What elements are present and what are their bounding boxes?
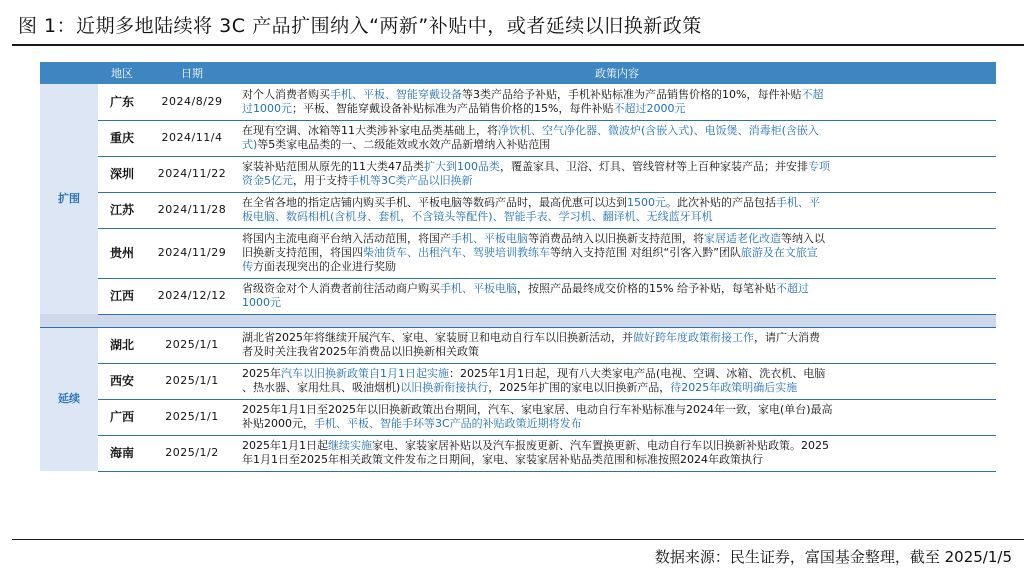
policy-text: 旧换新支持范围，将国四 xyxy=(242,246,363,259)
policy-line xyxy=(242,160,992,174)
policy-line xyxy=(242,403,992,417)
date-cell: 2025/1/1 xyxy=(146,399,238,435)
policy-text: 将国内主流电商平台纳入活动范围，将国产 xyxy=(242,232,451,245)
policy-cell xyxy=(238,120,996,156)
policy-highlight: 做好跨年度政策衔接工作 xyxy=(633,331,754,344)
policy-text: 在全省各地的指定店铺内购买手机、平板电脑等数码产品时，最高优惠可以达到 xyxy=(242,196,627,209)
policy-text: 、热水器、家用灶具、吸油烟机) xyxy=(242,381,401,394)
policy-text: ；平板、智能穿戴设备补贴标准为产品销售价格的15%，每件补贴 xyxy=(292,101,614,115)
policy-text: 等3类产品给予补贴，手机补贴标准为产品销售价格的10%，每件补贴 xyxy=(462,87,802,101)
policy-highlight: 汽车以旧换新政策自1月1日起实施 xyxy=(281,367,449,380)
policy-line xyxy=(242,232,992,246)
policy-highlight: 传 xyxy=(242,260,253,273)
table-row xyxy=(40,84,996,120)
policy-cell xyxy=(238,228,996,278)
policy-line xyxy=(242,345,992,359)
region-cell: 湖北 xyxy=(98,327,146,363)
source-note: 数据来源：民生证券，富国基金整理，截至 2025/1/5 xyxy=(654,548,1012,566)
table-row xyxy=(40,363,996,399)
policy-table-container xyxy=(40,62,996,472)
date-cell: 2024/8/29 xyxy=(146,84,238,120)
policy-highlight: 板电脑、数码相机(含机身、套机，不含镜头等配件)、智能手表、学习机、翻译机、无线蓝牙耳机 xyxy=(242,210,713,223)
policy-text: 者及时关注我省2025年消费品以旧换新相关政策 xyxy=(242,345,479,358)
policy-highlight: 不超 xyxy=(801,87,824,101)
policy-text: 2025年1月1日起 xyxy=(242,439,328,452)
policy-highlight: 待2025年政策明确后实施 xyxy=(670,381,798,394)
policy-line xyxy=(242,367,992,381)
policy-highlight: 1500元 xyxy=(627,196,666,209)
policy-highlight: 资金5亿元 xyxy=(242,174,293,187)
policy-line xyxy=(242,88,992,102)
policy-line xyxy=(242,296,992,310)
policy-text: 方面表现突出的企业进行奖励 xyxy=(253,260,396,273)
policy-highlight: 过1000元 xyxy=(242,101,292,115)
table-row xyxy=(40,435,996,471)
policy-highlight: 手机、平板、智能手环等3C产品的补贴政策近期将发布 xyxy=(314,417,582,430)
policy-line xyxy=(242,102,992,116)
policy-highlight: 不超过2000元 xyxy=(613,101,686,115)
policy-line xyxy=(242,260,992,274)
policy-cell xyxy=(238,399,996,435)
policy-highlight: 手机、平板电脑 xyxy=(451,232,528,245)
policy-text: 省级资金对个人消费者前往活动商户购买 xyxy=(242,282,440,295)
date-cell: 2024/11/28 xyxy=(146,192,238,228)
policy-text: 。此次补贴的产品包括 xyxy=(666,196,776,209)
policy-text: 湖北省2025年将继续开展汽车、家电、家装厨卫和电动自行车以旧换新活动，并 xyxy=(242,331,633,344)
policy-text: 2025年 xyxy=(242,367,281,380)
policy-highlight: 手机、平板电脑 xyxy=(440,282,517,295)
header-policy: 政策内容 xyxy=(238,62,996,84)
policy-highlight: 专项 xyxy=(808,160,830,173)
policy-text: 家装补贴范围从原先的11大类47品类 xyxy=(242,160,424,173)
policy-line xyxy=(242,331,992,345)
policy-highlight: 旅游及在文旅宣 xyxy=(740,246,818,259)
policy-highlight: 净饮机、空气净化器、微波炉(含嵌入式)、电饭煲、消毒柜(含嵌入 xyxy=(498,124,819,137)
region-cell: 贵州 xyxy=(98,228,146,278)
policy-line xyxy=(242,282,992,296)
policy-highlight: 柴油货车、出租汽车、驾驶培训教练车 xyxy=(363,246,550,259)
group-label: 延续 xyxy=(40,327,98,471)
date-cell: 2024/11/4 xyxy=(146,120,238,156)
policy-highlight: 手机、平 xyxy=(776,196,820,209)
policy-text: 等消费品纳入以旧换新支持范围，将 xyxy=(528,232,704,245)
policy-table xyxy=(40,62,996,472)
date-cell: 2024/11/29 xyxy=(146,228,238,278)
table-row xyxy=(40,192,996,228)
policy-line xyxy=(242,196,992,210)
policy-text: 年1月1日至2025年相关政策文件发布之日期间，家电、家装家居补贴品类范围和标准按照2024年政策执行 xyxy=(242,453,763,466)
policy-highlight: 手机等3C类产品以旧换新 xyxy=(348,174,473,187)
group-separator-row xyxy=(40,314,996,327)
policy-text: 2025年1月1日至2025年以旧换新政策出台期间，汽车、家电家居、电动自行车补贴标准与2024年一致，家电(单台)最高 xyxy=(242,403,833,416)
region-cell: 海南 xyxy=(98,435,146,471)
policy-cell xyxy=(238,84,996,120)
header-region: 地区 xyxy=(98,62,146,84)
policy-text: ：2025年1月1日起，现有八大类家电产品(电视、空调、冰箱、洗衣机、电脑 xyxy=(449,367,826,380)
table-row xyxy=(40,327,996,363)
table-row xyxy=(40,120,996,156)
region-cell: 江西 xyxy=(98,278,146,314)
policy-highlight: 1000元 xyxy=(242,296,281,309)
date-cell: 2025/1/1 xyxy=(146,363,238,399)
policy-text: ，2025年扩围的家电以旧换新产品， xyxy=(488,381,671,394)
policy-highlight: 手机、平板、智能穿戴设备 xyxy=(330,87,462,101)
policy-text: 对个人消费者购买 xyxy=(242,87,330,101)
table-row xyxy=(40,399,996,435)
policy-line xyxy=(242,124,992,138)
policy-highlight: 继续实施 xyxy=(328,439,372,452)
header-date: 日期 xyxy=(146,62,238,84)
table-header-row xyxy=(40,62,996,84)
policy-cell xyxy=(238,192,996,228)
policy-text: 等5类家电品类的一、二级能效或水效产品新增纳入补贴范围 xyxy=(257,138,551,151)
policy-highlight: 家居适老化改造 xyxy=(704,232,781,245)
policy-highlight: 不超过 xyxy=(775,282,809,295)
region-cell: 江苏 xyxy=(98,192,146,228)
policy-text: 等纳入支持范围 对组织“引客入黔”团队 xyxy=(550,246,741,259)
header-group xyxy=(40,62,98,84)
policy-text: ，按照产品最终成交价格的15% 给予补贴，每笔补贴 xyxy=(517,282,776,295)
region-cell: 广东 xyxy=(98,84,146,120)
group-separator xyxy=(40,314,996,327)
policy-line xyxy=(242,439,992,453)
region-cell: 深圳 xyxy=(98,156,146,192)
policy-line xyxy=(242,417,992,431)
date-cell: 2025/1/2 xyxy=(146,435,238,471)
policy-text: ，用于支持 xyxy=(293,174,348,187)
table-row xyxy=(40,156,996,192)
region-cell: 广西 xyxy=(98,399,146,435)
policy-line xyxy=(242,246,992,260)
policy-line xyxy=(242,453,992,467)
region-cell: 重庆 xyxy=(98,120,146,156)
policy-text: 家电、家装家居补贴以及汽车报废更新、汽车置换更新、电动自行车以旧换新补贴政策。2025 xyxy=(372,439,829,452)
policy-line xyxy=(242,174,992,188)
policy-highlight: 式) xyxy=(242,138,258,151)
policy-cell xyxy=(238,156,996,192)
date-cell: 2025/1/1 xyxy=(146,327,238,363)
policy-cell xyxy=(238,435,996,471)
page-title: 图 1：近期多地陆续将 3C 产品扩围纳入“两新”补贴中，或者延续以旧换新政策 xyxy=(18,15,702,37)
policy-text: 等纳入以 xyxy=(781,232,825,245)
group-label: 扩围 xyxy=(40,84,98,314)
policy-cell xyxy=(238,278,996,314)
policy-text: ，覆盖家具、卫浴、灯具、管线管材等上百种家装产品；并安排 xyxy=(500,160,808,173)
date-cell: 2024/11/22 xyxy=(146,156,238,192)
policy-text: ，请广大消费 xyxy=(754,331,820,344)
policy-cell xyxy=(238,363,996,399)
policy-highlight: 扩大到100品类 xyxy=(424,160,500,173)
policy-highlight: 以旧换新衔接执行 xyxy=(400,381,489,394)
table-body xyxy=(40,84,996,471)
policy-line xyxy=(242,381,992,395)
date-cell: 2024/12/12 xyxy=(146,278,238,314)
policy-line xyxy=(242,138,992,152)
title-bar xyxy=(12,0,1024,46)
policy-text: 补贴2000元， xyxy=(242,417,314,430)
policy-text: 在现有空调、冰箱等11大类涉补家电品类基础上，将 xyxy=(242,124,498,137)
footer-divider xyxy=(12,539,1024,540)
table-row xyxy=(40,278,996,314)
table-row xyxy=(40,228,996,278)
region-cell: 西安 xyxy=(98,363,146,399)
policy-cell xyxy=(238,327,996,363)
policy-line xyxy=(242,210,992,224)
